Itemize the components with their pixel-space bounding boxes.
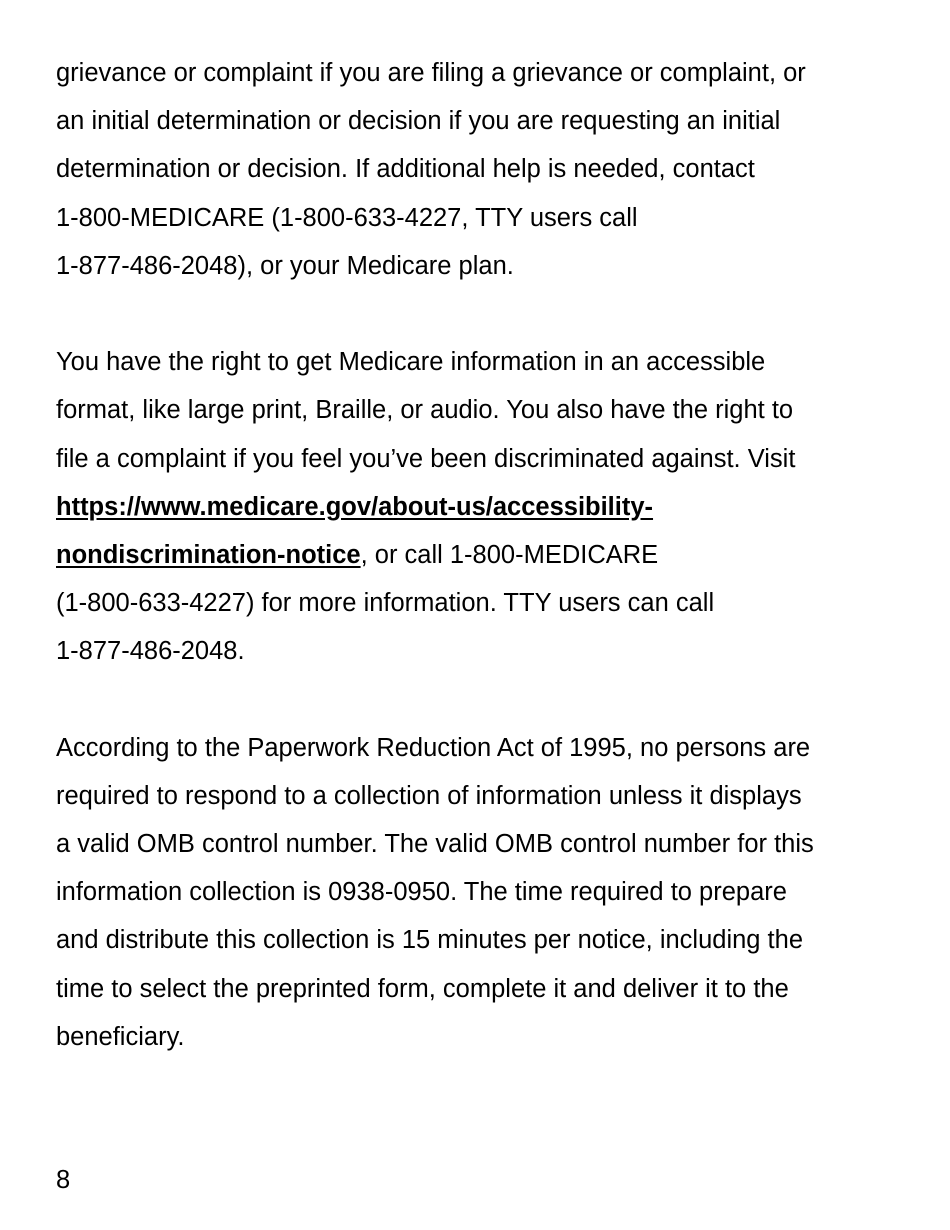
paragraph-spacer: [56, 290, 906, 338]
text-line: 1-877-486-2048), or your Medicare plan.: [56, 251, 514, 280]
text-line: and distribute this collection is 15 minutes per notice, including the: [56, 926, 804, 955]
document-body: [56, 49, 906, 1061]
text-line: file a complaint if you feel you’ve been discriminated against. Visit: [56, 444, 796, 473]
paragraph-spacer: [56, 675, 906, 723]
page-number: 8: [56, 1166, 71, 1194]
text-line: time to select the preprinted form, complete it and deliver it to the: [56, 974, 789, 1003]
after-link-text: , or call 1-800-MEDICARE: [360, 540, 659, 569]
text-line: You have the right to get Medicare information in an accessible: [56, 348, 766, 377]
paragraph-paperwork-reduction-act: [56, 724, 906, 1061]
paragraph-accessibility-rights: [56, 338, 906, 675]
nondiscrimination-notice-link-part1[interactable]: https://www.medicare.gov/about-us/accessibility-: [56, 492, 654, 521]
text-line: format, like large print, Braille, or audio. You also have the right to: [56, 396, 794, 425]
text-line: a valid OMB control number. The valid OMB control number for this: [56, 830, 814, 858]
text-line: [56, 531, 906, 579]
paragraph-help-contact: [56, 49, 906, 290]
nondiscrimination-notice-link-part2[interactable]: nondiscrimination-notice: [56, 540, 361, 569]
text-line: (1-800-633-4227) for more information. TTY users can call: [56, 589, 715, 618]
text-line: 1-877-486-2048.: [56, 637, 245, 666]
text-line: required to respond to a collection of information unless it displays: [56, 781, 802, 810]
text-line: grievance or complaint if you are filing a grievance or complaint, or: [56, 59, 806, 87]
text-line: determination or decision. If additional help is needed, contact: [56, 155, 755, 184]
text-line: According to the Paperwork Reduction Act of 1995, no persons are: [56, 733, 811, 762]
text-line: beneficiary.: [56, 1022, 185, 1051]
text-line: 1-800-MEDICARE (1-800-633-4227, TTY users call: [56, 203, 638, 232]
text-line: [56, 483, 906, 531]
text-line: an initial determination or decision if you are requesting an initial: [56, 107, 781, 136]
text-line: information collection is 0938-0950. The time required to prepare: [56, 878, 787, 907]
